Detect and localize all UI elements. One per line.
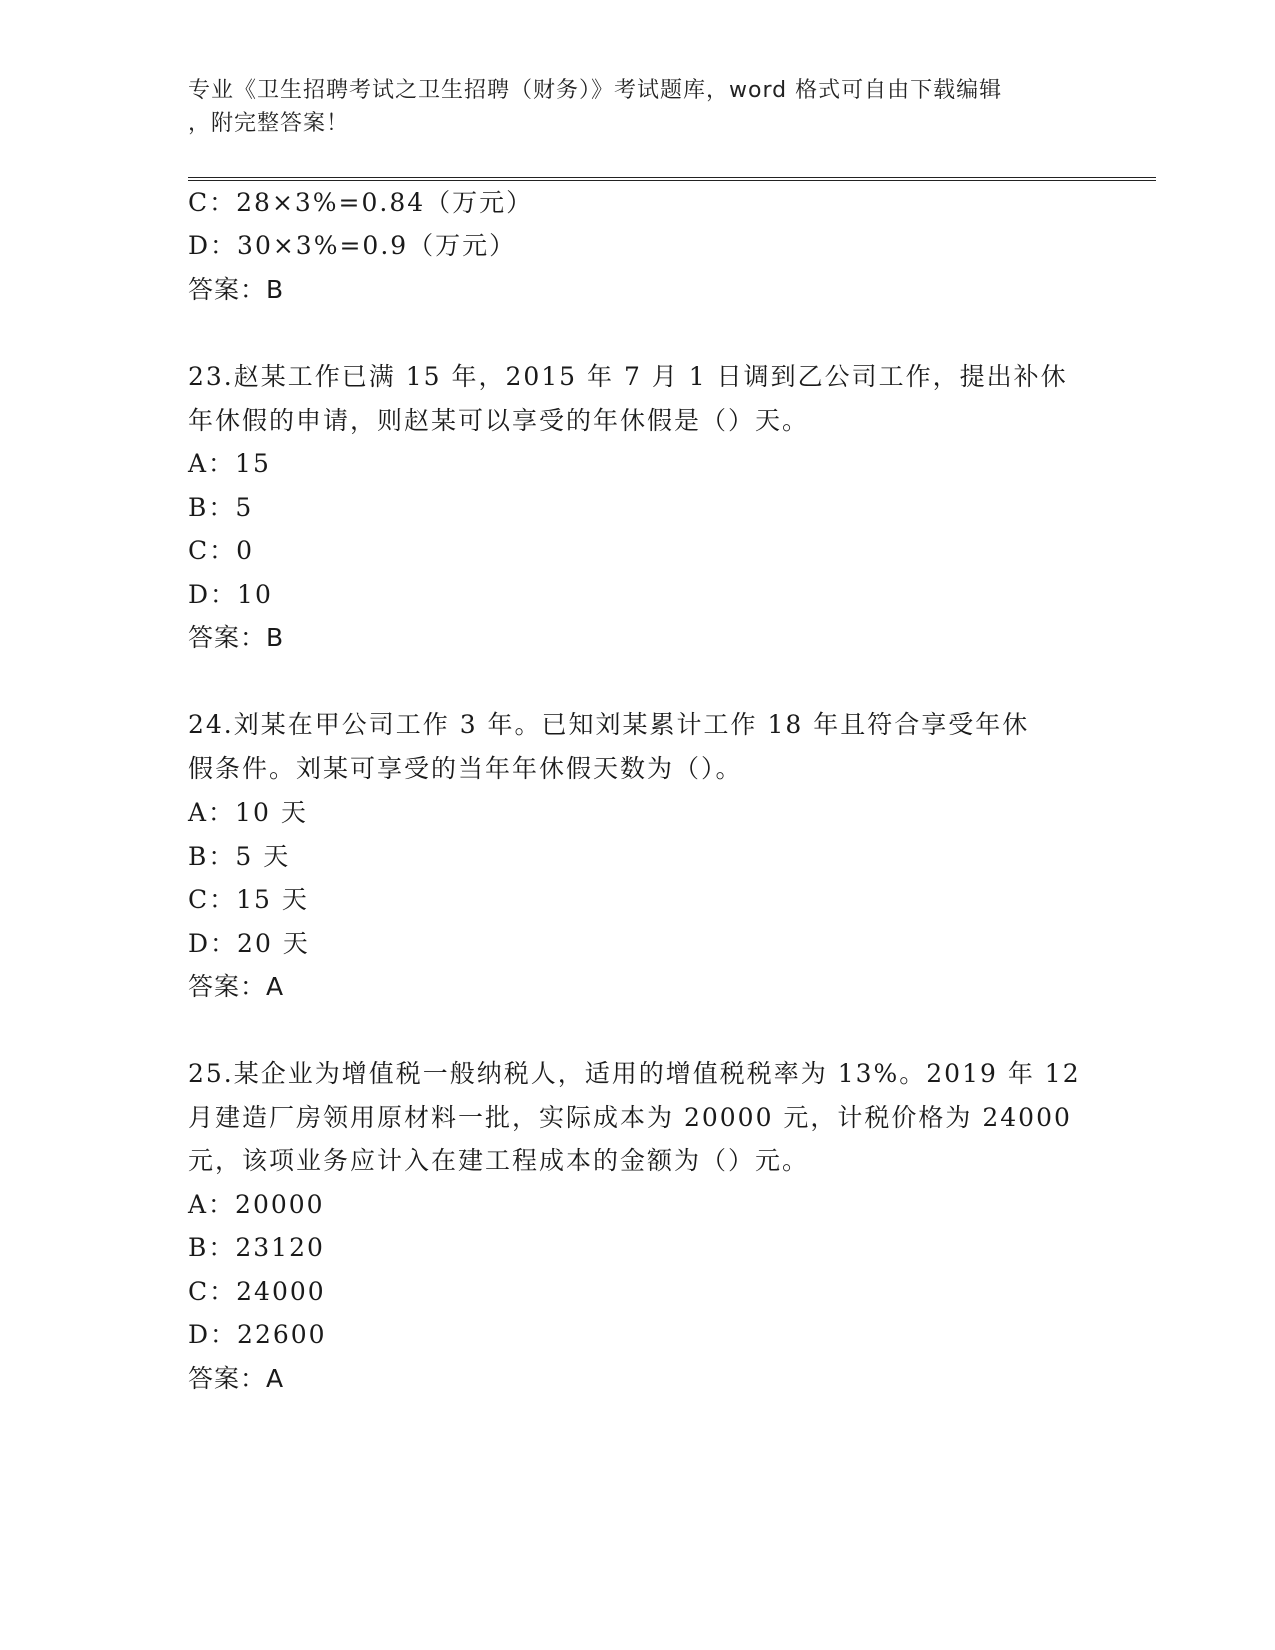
q25-stem-line-3: 元，该项业务应计入在建工程成本的金额为（）元。 — [188, 1146, 810, 1175]
q23-stem-line-2: 年休假的申请，则赵某可以享受的年休假是（）天。 — [188, 406, 810, 435]
q25-stem-line-1: 25.某企业为增值税一般纳税人，适用的增值税税率为 13%。2019 年 12 — [188, 1059, 1081, 1088]
q23-option-d: D：10 — [188, 580, 273, 609]
q25-answer: 答案：A — [188, 1364, 285, 1393]
q24-option-b: B：5 天 — [188, 842, 291, 871]
prev-option-c: C：28×3%=0.84（万元） — [188, 188, 534, 217]
q23-answer: 答案：B — [188, 623, 285, 652]
q23-option-c: C：0 — [188, 536, 255, 565]
q24-stem-line-1: 24.刘某在甲公司工作 3 年。已知刘某累计工作 18 年且符合享受年休 — [188, 710, 1030, 739]
q24-answer: 答案：A — [188, 972, 285, 1001]
header-line-1: 专业《卫生招聘考试之卫生招聘（财务）》考试题库，word 格式可自由下载编辑 — [188, 78, 1003, 103]
q24-stem-line-2: 假条件。刘某可享受的当年年休假天数为（）。 — [188, 754, 743, 783]
q24-option-c: C：15 天 — [188, 885, 309, 914]
q23-option-a: A：15 — [188, 449, 271, 478]
document-header — [188, 74, 1088, 140]
q23-option-b: B：5 — [188, 493, 254, 522]
prev-answer: 答案：B — [188, 275, 285, 304]
q24-option-d: D：20 天 — [188, 929, 310, 958]
header-line-2: ，附完整答案！ — [188, 111, 350, 136]
prev-option-d: D：30×3%=0.9（万元） — [188, 231, 517, 260]
header-divider — [188, 177, 1156, 181]
q25-option-a: A：20000 — [188, 1190, 325, 1219]
q23-stem-line-1: 23.赵某工作已满 15 年，2015 年 7 月 1 日调到乙公司工作，提出补休 — [188, 362, 1068, 391]
q25-option-d: D：22600 — [188, 1320, 327, 1349]
q25-option-c: C：24000 — [188, 1277, 326, 1306]
q25-option-b: B：23120 — [188, 1233, 325, 1262]
q24-option-a: A：10 天 — [188, 798, 308, 827]
q25-stem-line-2: 月建造厂房领用原材料一批，实际成本为 20000 元，计税价格为 24000 — [188, 1103, 1072, 1132]
